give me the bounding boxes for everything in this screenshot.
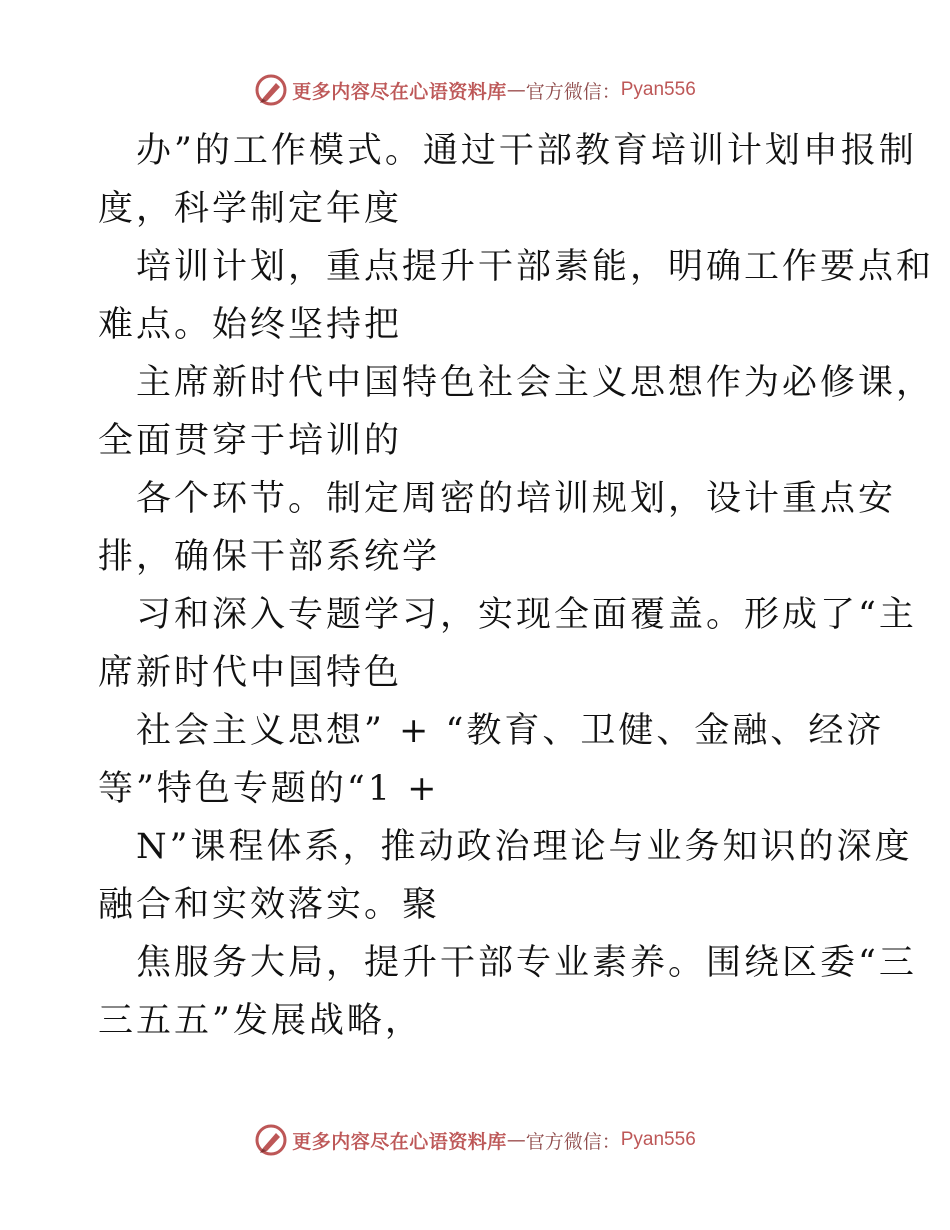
pen-logo-icon xyxy=(254,73,288,107)
watermark-id: Pyan556 xyxy=(620,1129,696,1150)
text-line: 培训计划，重点提升干部素能，明确工作要点和 xyxy=(136,247,935,287)
text-line: 社会主义思想” + “教育、卫健、金融、经济 xyxy=(136,711,885,751)
watermark-text: 更多内容尽在心语资料库 xyxy=(292,80,507,103)
text-line: 三五五”发展战略， xyxy=(98,1001,423,1041)
text-line: 难点。始终坚持把 xyxy=(98,305,403,345)
document-body xyxy=(98,122,935,1050)
text-line: 习和深入专题学习，实现全面覆盖。形成了“主 xyxy=(136,595,917,635)
footer-watermark xyxy=(0,1122,950,1158)
watermark-separator: — xyxy=(506,79,526,101)
pen-logo-icon xyxy=(254,1123,288,1157)
text-line: 融合和实效落实。聚 xyxy=(98,885,441,925)
watermark-official-label: 官方微信： xyxy=(525,1130,621,1153)
text-line: 等”特色专题的“1 + xyxy=(98,769,440,809)
text-line: 全面贯穿于培训的 xyxy=(98,421,403,461)
text-line: 主席新时代中国特色社会主义思想作为必修课， xyxy=(136,363,935,403)
watermark-text: 更多内容尽在心语资料库 xyxy=(292,1130,507,1153)
text-line: 焦服务大局，提升干部专业素养。围绕区委“三 xyxy=(136,943,917,983)
text-line: 席新时代中国特色 xyxy=(98,653,403,693)
text-line: 各个环节。制定周密的培训规划，设计重点安 xyxy=(136,479,897,519)
text-line: 排，确保干部系统学 xyxy=(98,537,441,577)
text-line: N”课程体系，推动政治理论与业务知识的深度 xyxy=(136,827,913,867)
watermark-official-label: 官方微信： xyxy=(525,80,621,103)
header-watermark xyxy=(0,72,950,108)
text-line: 办”的工作模式。通过干部教育培训计划申报制 xyxy=(136,131,917,171)
watermark-id: Pyan556 xyxy=(620,79,696,100)
watermark-separator: — xyxy=(506,1129,526,1151)
text-line: 度，科学制定年度 xyxy=(98,189,403,229)
